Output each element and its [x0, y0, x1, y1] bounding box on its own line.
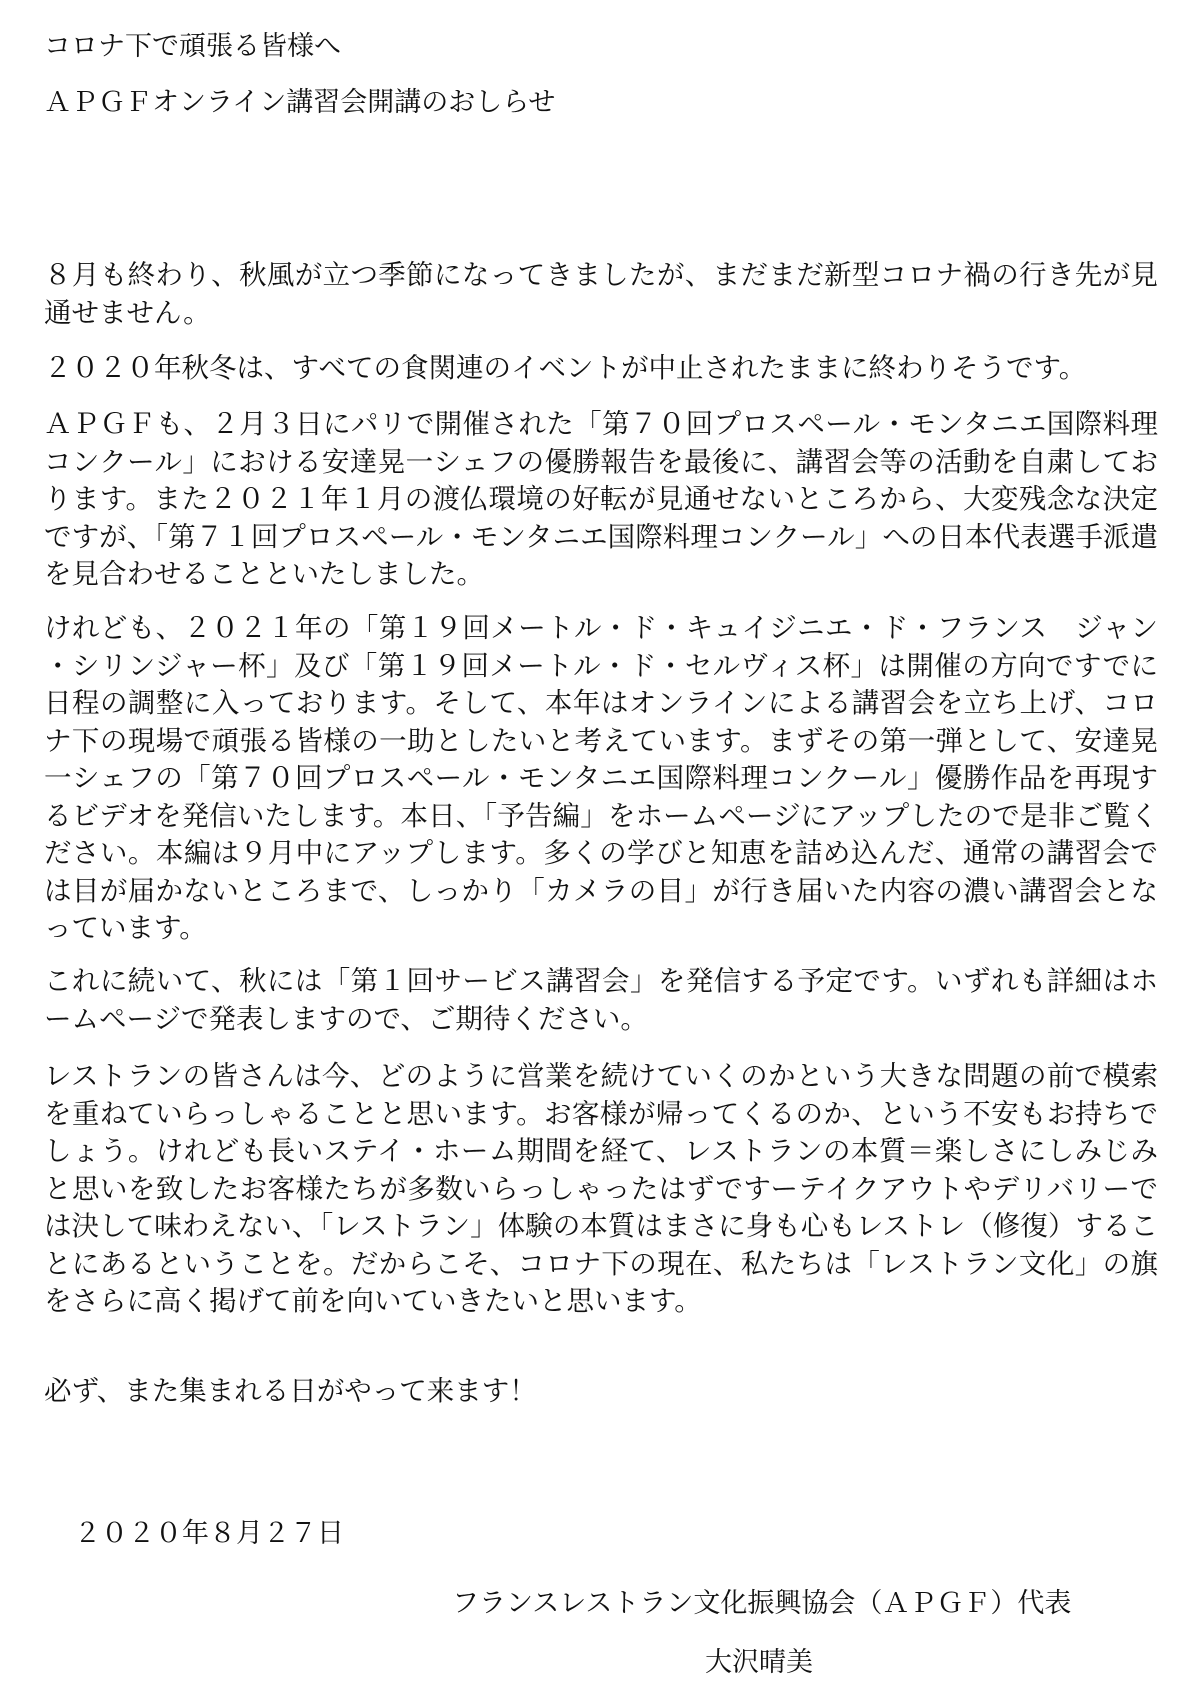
paragraph-1: ８月も終わり、秋風が立つ季節になってきましたが、まだまだ新型コロナ禍の行き先が見通せません。	[44, 259, 1158, 329]
representative-name: 大沢晴美	[705, 1647, 813, 1678]
paragraph-5: これに続いて、秋には「第１回サービス講習会」を発信する予定です。いずれも詳細はホームページで発表しますので、ご期待ください。	[44, 965, 1158, 1035]
paragraph-4: けれども、２０２１年の「第１９回メートル・ド・キュイジニエ・ド・フランス ジャン・シリンジャー杯」及び「第１９回メートル・ド・セルヴィス杯」は開催の方向ですでに日程の調整に入っております。そして、本年はオンラインによる講習会を立ち上げ、コロナ下の現場で頑張る皆様の一助としたいと考えています。まずその第一弾として、安達晃一シェフの「第７０回プロスペール・モンタニエ国際料理コンクール」優勝作品を再現するビデオを発信いたします。本日、「予告編」をホームページにアップしたので是非ご覧ください。本編は９月中にアップします。多くの学びと知恵を詰め込んだ、通常の講習会では目が届かないところまで、しっかり「カメラの目」が行き届いた内容の濃い講習会となっています。	[44, 612, 1158, 944]
document-title: ＡＰＧＦオンライン講習会開講のおしらせ	[44, 87, 556, 118]
paragraph-7: 必ず、また集まれる日がやって来ます！	[44, 1375, 537, 1407]
paragraph-6: レストランの皆さんは今、どのように営業を続けていくのかという大きな問題の前で模索を重ねていらっしゃることと思います。お客様が帰ってくるのか、という不安もお持ちでしょう。けれども長いステイ・ホーム期間を経て、レストランの本質＝楽しさにしみじみと思いを致したお客様たちが多数いらっしゃったはずですーテイクアウトやデリバリーでは決して味わえない、「レストラン」体験の本質はまさに身も心もレストレ（修復）することにあるということを。だからこそ、コロナ下の現在、私たちは「レストラン文化」の旗をさらに高く掲げて前を向いていきたいと思います。	[44, 1060, 1158, 1317]
paragraph-2: ２０２０年秋冬は、すべての食関連のイベントが中止されたままに終わりそうです。	[44, 352, 1087, 384]
paragraph-3: ＡＰＧＦも、２月３日にパリで開催された「第７０回プロスペール・モンタニエ国際料理コンクール」における安達晃一シェフの優勝報告を最後に、講習会等の活動を自粛しております。また２０２１年１月の渡仏環境の好転が見通せないところから、大変残念な決定ですが、「第７１回プロスペール・モンタニエ国際料理コンクール」への日本代表選手派遣を見合わせることといたしました。	[44, 408, 1158, 590]
greeting-line: コロナ下で頑張る皆様へ	[44, 31, 341, 62]
organization-name: フランスレストラン文化振興協会（ＡＰＧＦ）代表	[452, 1588, 1072, 1619]
letter-date: ２０２０年８月２７日	[74, 1518, 344, 1549]
